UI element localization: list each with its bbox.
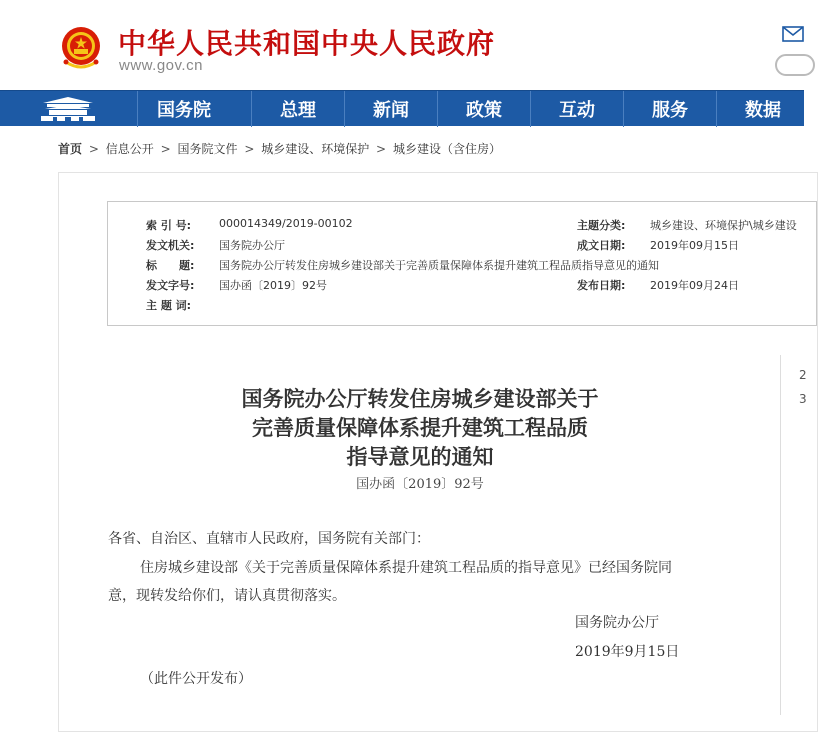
info-index-label: 索 引 号:	[146, 219, 192, 232]
nav-item-news[interactable]: 新闻	[344, 91, 437, 127]
nav-item-premier[interactable]: 总理	[251, 91, 344, 127]
info-issuer-label: 发文机关:	[146, 239, 195, 252]
site-title[interactable]: 中华人民共和国中央人民政府	[118, 27, 496, 60]
article-title-line: 指导意见的通知	[346, 444, 494, 469]
article-doc-number: 国办函〔2019〕92号	[356, 477, 484, 492]
nav-item-data[interactable]: 数据	[716, 91, 809, 127]
breadcrumb-separator: >	[244, 142, 255, 156]
article-title-line: 国务院办公厅转发住房城乡建设部关于	[241, 386, 599, 411]
breadcrumb-separator: >	[160, 142, 171, 156]
article-note: （此件公开发布）	[140, 671, 252, 687]
nav-item-policy[interactable]: 政策	[437, 91, 530, 127]
nav-item-interaction[interactable]: 互动	[530, 91, 623, 127]
info-category-label: 主题分类:	[577, 219, 626, 232]
info-subject-words-label: 主 题 词:	[146, 299, 192, 312]
search-box[interactable]	[775, 54, 815, 76]
nav-item-state-council[interactable]: 国务院	[137, 91, 230, 127]
info-title-label: 标 题:	[146, 259, 195, 272]
side-text: 3	[799, 392, 807, 406]
article-salutation: 各省、自治区、直辖市人民政府，国务院有关部门：	[108, 531, 430, 547]
info-published-label: 发布日期:	[577, 279, 626, 292]
info-category-value: 城乡建设、环境保护\城乡建设	[650, 219, 797, 232]
breadcrumb-separator: >	[376, 142, 387, 156]
breadcrumb-item-documents[interactable]: 国务院文件	[177, 142, 238, 156]
breadcrumb-separator: >	[88, 142, 99, 156]
mail-icon[interactable]	[782, 26, 804, 42]
info-published-value: 2019年09月24日	[650, 279, 739, 292]
nav-item-service[interactable]: 服务	[623, 91, 716, 127]
national-emblem-icon[interactable]	[58, 24, 104, 72]
article-date: 2019年9月15日	[575, 644, 680, 660]
info-docno-value: 国办函〔2019〕92号	[219, 279, 327, 292]
side-divider	[780, 355, 781, 715]
site-header	[0, 0, 804, 90]
breadcrumb-home[interactable]: 首页	[58, 142, 83, 156]
breadcrumb	[58, 140, 501, 157]
breadcrumb-item-housing[interactable]: 城乡建设（含住房）	[392, 142, 501, 156]
nav-home[interactable]	[0, 91, 136, 127]
breadcrumb-item-info[interactable]: 信息公开	[105, 142, 154, 156]
info-issuer-value: 国务院办公厅	[219, 239, 285, 252]
site-url[interactable]: www.gov.cn	[119, 57, 203, 74]
article-paragraph-line: 住房城乡建设部《关于完善质量保障体系提升建筑工程品质的指导意见》已经国务院同	[140, 560, 672, 576]
info-docno-label: 发文字号:	[146, 279, 195, 292]
article-title-line: 完善质量保障体系提升建筑工程品质	[252, 415, 588, 440]
info-written-label: 成文日期:	[577, 239, 626, 252]
info-title-value: 国务院办公厅转发住房城乡建设部关于完善质量保障体系提升建筑工程品质指导意见的通知	[219, 259, 659, 272]
info-index-value: 000014349/2019-00102	[219, 217, 353, 230]
article-paragraph-line: 意，现转发给你们，请认真贯彻落实。	[108, 588, 346, 604]
tiananmen-icon	[37, 95, 99, 123]
article-signature: 国务院办公厅	[575, 615, 659, 631]
breadcrumb-item-urban[interactable]: 城乡建设、环境保护	[261, 142, 370, 156]
main-nav	[0, 90, 804, 126]
side-text: 2	[799, 368, 807, 382]
info-written-value: 2019年09月15日	[650, 239, 739, 252]
